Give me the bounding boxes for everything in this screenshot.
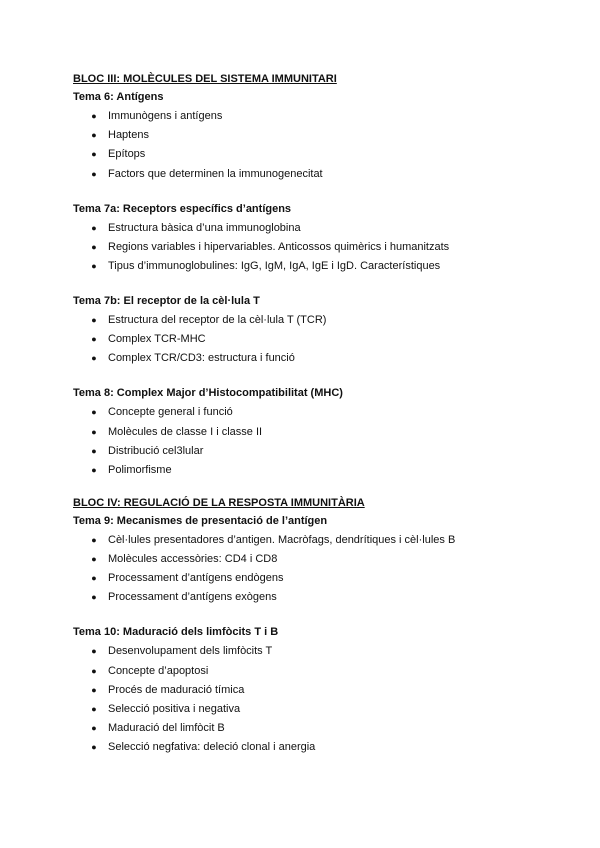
topic-list: [73, 404, 560, 478]
list-item-text: Processament d’antígens endògens: [108, 572, 284, 585]
bullet-icon: ●: [91, 168, 97, 179]
list-item: [73, 239, 560, 255]
bullet-icon: ●: [91, 426, 97, 437]
bloc-title: BLOC IV: REGULACIÓ DE LA RESPOSTA IMMUNITÀRIA: [73, 496, 365, 509]
list-item-text: Complex TCR-MHC: [108, 333, 206, 346]
list-item-text: Molècules de classe I i classe II: [108, 425, 263, 438]
bloc-title: BLOC III: MOLÈCULES DEL SISTEMA IMMUNITARI: [73, 73, 337, 85]
bullet-icon: ●: [91, 684, 97, 695]
list-item: [73, 258, 560, 274]
list-item: [73, 462, 560, 478]
list-item-text: Molècules accessòries: CD4 i CD8: [108, 553, 278, 566]
bullet-icon: ●: [91, 704, 97, 714]
list-item: [73, 404, 560, 420]
topic-list: [73, 220, 560, 274]
bullet-icon: ●: [91, 665, 97, 676]
bullet-icon: ●: [91, 742, 97, 753]
topic-list: [73, 532, 560, 606]
bullet-icon: ●: [91, 241, 97, 252]
list-item: [73, 663, 560, 679]
bullet-icon: ●: [91, 646, 97, 657]
tema-block: [73, 513, 560, 606]
bullet-icon: ●: [91, 353, 97, 364]
bullet-icon: ●: [91, 314, 97, 325]
list-item: [73, 146, 560, 162]
list-item: [73, 331, 560, 347]
list-item: [73, 220, 560, 236]
list-item: [73, 570, 560, 586]
bullet-icon: ●: [91, 222, 97, 233]
tema-block: [73, 385, 560, 478]
topic-list: [73, 108, 560, 182]
tema-title: Tema 8: Complex Major d’Histocompatibilitat (MHC): [73, 387, 343, 400]
list-item: [73, 443, 560, 459]
bullet-icon: ●: [91, 723, 97, 734]
bullet-icon: ●: [91, 130, 97, 141]
list-item-text: Estructura del receptor de la cèl·lula T (TCR): [108, 313, 327, 326]
list-item-text: Maduració del limfòcit B: [108, 722, 225, 735]
bloc-section: [73, 495, 560, 756]
list-item-text: Concepte general i funció: [108, 406, 233, 419]
list-item-text: Estructura bàsica d’una immunoglobina: [108, 221, 301, 234]
list-item: [73, 127, 560, 143]
tema-title: Tema 9: Mecanismes de presentació de l’antígen: [73, 514, 328, 527]
bullet-icon: ●: [91, 407, 97, 418]
list-item-text: Desenvolupament dels limfòcits T: [108, 645, 273, 658]
list-item-text: Tipus d’immunoglobulines: IgG, IgM, IgA, IgE i IgD. Característiques: [108, 259, 441, 272]
list-item-text: Selecció positiva i negativa: [108, 703, 241, 715]
list-item-text: Epítops: [108, 148, 146, 161]
bullet-icon: ●: [91, 111, 97, 121]
tema-block: [73, 201, 560, 274]
list-item: [73, 350, 560, 366]
bloc-section: [73, 71, 560, 478]
list-item: [73, 532, 560, 548]
tema-title: Tema 7a: Receptors específics d’antígens: [73, 202, 292, 215]
tema-title: Tema 6: Antígens: [73, 91, 164, 103]
bullet-icon: ●: [91, 334, 97, 345]
bullet-icon: ●: [91, 573, 97, 584]
list-item-text: Complex TCR/CD3: estructura i funció: [108, 352, 295, 365]
list-item: [73, 589, 560, 605]
list-item-text: Selecció negfativa: deleció clonal i anergia: [108, 741, 316, 754]
list-item-text: Factors que determinen la immunogenecitat: [108, 167, 323, 180]
list-item: [73, 312, 560, 328]
list-item: [73, 720, 560, 736]
bullet-icon: ●: [91, 149, 97, 160]
bullet-icon: ●: [91, 445, 97, 456]
list-item: [73, 551, 560, 567]
list-item-text: Concepte d’apoptosi: [108, 664, 209, 677]
list-item-text: Distribució cel3lular: [108, 444, 204, 457]
tema-block: [73, 624, 560, 755]
list-item-text: Immunògens i antígens: [108, 110, 223, 122]
tema-block: [73, 89, 560, 182]
tema-title: Tema 10: Maduració dels limfòcits T i B: [73, 626, 279, 639]
list-item: [73, 701, 560, 717]
bullet-icon: ●: [91, 464, 97, 475]
list-item-text: Cèl·lules presentadores d’antigen. Macròfags, dendrítiques i cèl·lules B: [108, 533, 456, 546]
list-item: [73, 643, 560, 659]
tema-title: Tema 7b: El receptor de la cèl·lula T: [73, 294, 260, 307]
list-item: [73, 424, 560, 440]
bullet-icon: ●: [91, 260, 97, 271]
list-item: [73, 739, 560, 755]
list-item: [73, 682, 560, 698]
list-item: [73, 108, 560, 124]
bullet-icon: ●: [91, 554, 97, 565]
list-item-text: Procés de maduració tímica: [108, 683, 245, 696]
bullet-icon: ●: [91, 592, 97, 603]
bullet-icon: ●: [91, 534, 97, 545]
list-item-text: Haptens: [108, 129, 149, 142]
list-item-text: Regions variables i hipervariables. Anticossos quimèrics i humanitzats: [108, 240, 450, 253]
tema-block: [73, 293, 560, 366]
list-item-text: Processament d’antígens exògens: [108, 591, 277, 604]
topic-list: [73, 643, 560, 755]
list-item-text: Polimorfisme: [108, 463, 172, 476]
topic-list: [73, 312, 560, 366]
list-item: [73, 166, 560, 182]
